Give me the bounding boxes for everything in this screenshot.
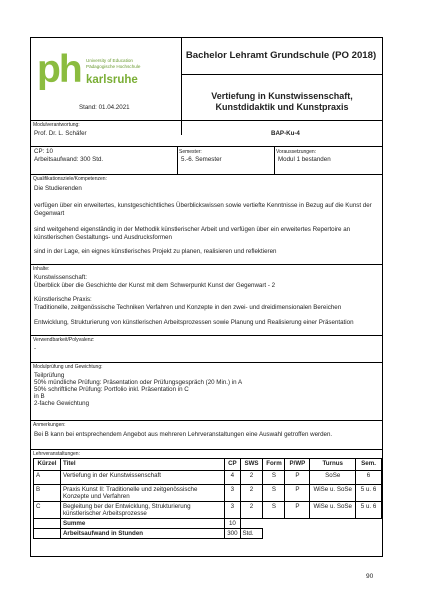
logo-line1: University of Education (86, 58, 133, 63)
header-form: Form (263, 459, 285, 471)
prereq-label: Voraussetzungen: (276, 149, 317, 155)
page-number: 90 (366, 573, 374, 580)
contents-line-2: Überblick über die Geschichte der Kunst mit dem Schwerpunkt Kunst der Gegenwart - 2 (34, 282, 276, 289)
table-row (34, 471, 382, 485)
header-turnus: Turnus (310, 459, 356, 471)
logo-mark: ph (37, 48, 81, 91)
stand-date: Stand: 01.04.2021 (79, 104, 130, 111)
goals-intro: Die Studierenden (34, 185, 82, 192)
goals-paragraph-1: verfügen über ein erweitertes, kunstgeschichtliches Überblickswissen sowie vertiefte Kenntnisse in Bezug auf die Kunst der Gegenwart (34, 202, 372, 217)
course-form: S (263, 471, 285, 485)
exam-line-4: in B (34, 393, 45, 400)
notes-label: Anmerkungen: (33, 422, 66, 428)
sum-row (34, 519, 382, 529)
usability-label: Verwendbarkeit/Polyvalenz: (33, 337, 95, 343)
page-title: Bachelor Lehramt Grundschule (PO 2018) (185, 50, 377, 61)
course-title: Begleitung ber der Entwicklung, Strukturierung künstlerischer Arbeitsprozesse (60, 502, 224, 519)
exam-line-2: 50% mündliche Prüfung: Präsentation oder Prüfungsgespräch (20 Min.) in A (34, 379, 243, 386)
goals-paragraph-3: sind in der Lage, ein eignes künstlerisches Projekt zu planen, realisieren und reflektieren (34, 248, 277, 255)
semester-value: 5.-6. Semester (181, 156, 222, 163)
contents-label: Inhalte: (33, 266, 50, 272)
course-sem: 5 u. 6 (356, 485, 382, 502)
exam-line-1: Teilprüfung (34, 372, 65, 379)
course-code: B (34, 485, 61, 502)
workload-label: Arbeitsaufwand in Stunden (60, 529, 224, 539)
sum-label: Summe (60, 519, 224, 529)
course-sem: 5 u. 6 (356, 502, 382, 519)
contents-line-3: Künstlerische Praxis: (34, 296, 92, 303)
course-turnus: WiSe u. SoSe (310, 485, 356, 502)
logo-city: karlsruhe (86, 74, 138, 86)
contents-line-4: Traditionelle, zeitgenössische Techniken Verfahren und Konzepte in den zwei- und dreidimensionalen Bereichen (34, 304, 342, 311)
courses-label: Lehrveranstaltungen: (33, 451, 80, 457)
course-title: Praxis Kunst II: Traditionelle und zeitgenössische Konzepte und Verfahren (60, 485, 224, 502)
course-title: Vertiefung in der Kunstwissenschaft (60, 471, 224, 485)
goals-paragraph-2: sind weitgehend eigenständig in der Methodik künstlerischer Arbeit und verfügen über ein erweitertes Repertoire an künstlerischen Gestaltungs- und Ausdrucksformen (34, 226, 351, 241)
courses-header-row (34, 459, 382, 471)
table-row (34, 502, 382, 519)
table-row (34, 485, 382, 502)
header-titel: Titel (60, 459, 224, 471)
cp-value: CP: 10 (34, 148, 53, 155)
header-kuerzel: Kürzel (34, 459, 61, 471)
exam-label: Modulprüfung und Gewichtung: (33, 364, 103, 370)
header-sem: Sem. (356, 459, 382, 471)
course-code: C (34, 502, 61, 519)
module-code: BAP-Ku-4 (271, 130, 300, 137)
course-form: S (263, 485, 285, 502)
course-cp: 3 (225, 485, 240, 502)
workload-row (34, 529, 382, 539)
contents-line-5: Entwicklung, Strukturierung von künstlerischen Arbeitsprozessen sowie Planung und Realisierung einer Präsentation (34, 319, 354, 326)
responsible-label: Modulverantwortung: (33, 122, 80, 128)
course-pwp: P (285, 502, 310, 519)
header-sws: SWS (240, 459, 263, 471)
courses-table (33, 458, 382, 539)
course-sws: 2 (240, 485, 263, 502)
workload-unit: Std. (240, 529, 263, 539)
course-sws: 2 (240, 502, 263, 519)
module-title-line1: Vertiefung in Kunstwissenschaft, (211, 91, 353, 101)
module-sheet (30, 37, 383, 557)
module-title (186, 91, 378, 113)
course-sem: 6 (356, 471, 382, 485)
workload-value: Arbeitsaufwand: 300 Std. (34, 156, 104, 163)
exam-line-3: 50% schriftliche Prüfung: Portfolio inkl. Präsentation in C (34, 386, 189, 393)
course-cp: 3 (225, 502, 240, 519)
course-pwp: P (285, 471, 310, 485)
university-logo (37, 48, 147, 91)
logo-line2: Pädagogische Hochschule (86, 64, 141, 69)
header-pwp: P/WP (285, 459, 310, 471)
course-code: A (34, 471, 61, 485)
course-turnus: SoSe (310, 471, 356, 485)
course-cp: 4 (225, 471, 240, 485)
prereq-value: Modul 1 bestanden (278, 156, 331, 163)
notes-value: Bei B kann bei entsprechendem Angebot aus mehreren Lehrveranstaltungen eine Auswahl getroffen werden. (34, 431, 333, 438)
module-title-line2: Kunstdidaktik und Kunstpraxis (215, 102, 349, 112)
usability-value: - (34, 345, 37, 352)
header-cp: CP (225, 459, 240, 471)
exam-line-5: 2-fache Gewichtung (34, 400, 90, 407)
course-pwp: P (285, 485, 310, 502)
contents-line-1: Kunstwissenschaft: (34, 274, 87, 281)
responsible-value: Prof. Dr. L. Schäfer (34, 130, 87, 137)
course-form: S (263, 502, 285, 519)
course-sws: 2 (240, 471, 263, 485)
workload-hours: 300 (225, 529, 240, 539)
course-turnus: WiSe u. SoSe (310, 502, 356, 519)
sum-value: 10 (225, 519, 240, 529)
goals-label: Qualifikationsziele/Kompetenzen: (33, 176, 107, 182)
semester-label: Semester: (179, 149, 202, 155)
